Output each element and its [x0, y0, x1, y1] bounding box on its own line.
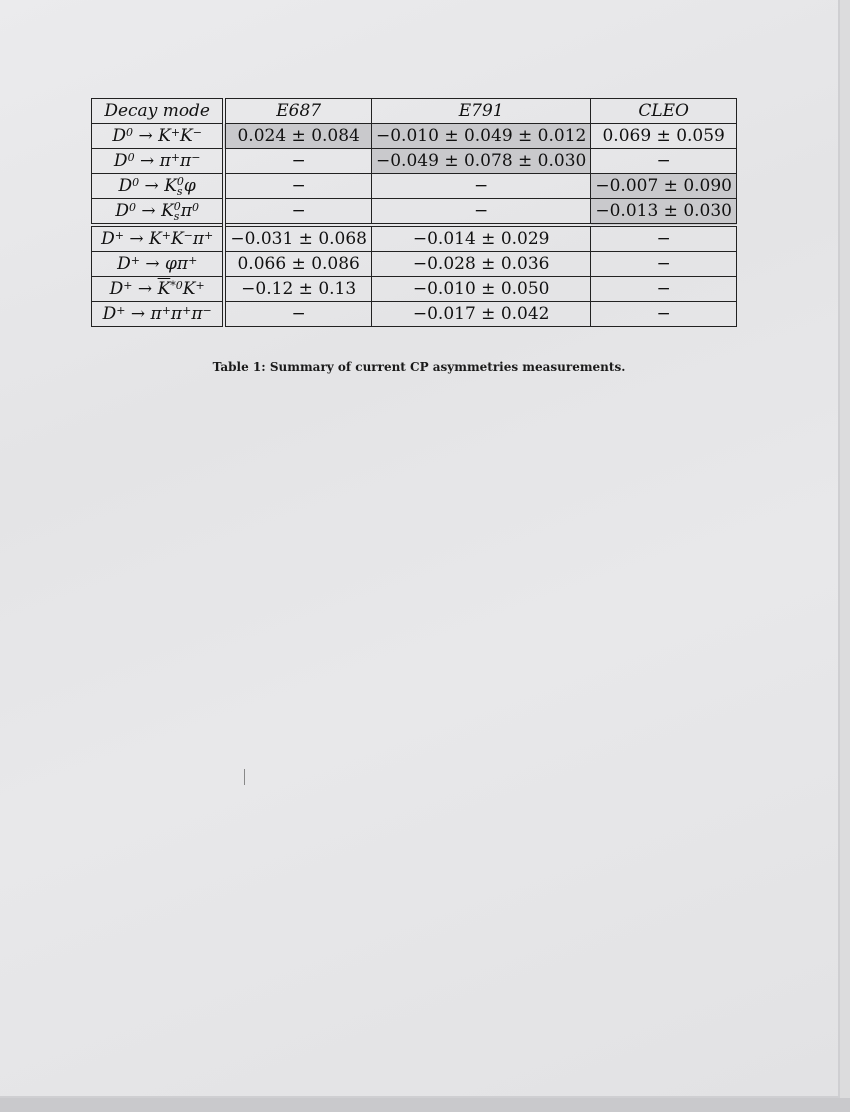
cleo-value-cell: −: [591, 225, 737, 252]
decay-mode-cell: $D^0 \to K^+K^-$: [92, 124, 225, 149]
table-row: [92, 124, 737, 149]
cleo-value-cell: −0.013 ± 0.030: [591, 199, 737, 226]
cleo-value-cell: −: [591, 277, 737, 302]
e791-value-cell: −0.049 ± 0.078 ± 0.030: [372, 149, 591, 174]
table-row: [92, 225, 737, 252]
table-row: [92, 199, 737, 226]
table-row: [92, 174, 737, 199]
e791-value-cell: −0.010 ± 0.050: [372, 277, 591, 302]
e791-value-cell: −0.014 ± 0.029: [372, 225, 591, 252]
e687-value-cell: −: [224, 174, 371, 199]
scanner-edge: [0, 1098, 850, 1112]
decay-mode-cell: $D^+ \to \overline{K}^{*0}K^+$: [92, 277, 225, 302]
header-e687: E687: [224, 99, 371, 124]
table-row: [92, 149, 737, 174]
table-row: [92, 302, 737, 327]
decay-mode-cell: $D^0 \to K$ 0 s $\pi^0$: [92, 199, 225, 226]
header-decay-mode: Decay mode: [92, 99, 225, 124]
e791-value-cell: −: [372, 199, 591, 226]
e687-value-cell: −0.12 ± 0.13: [224, 277, 371, 302]
cp-asymmetry-table: [91, 98, 737, 327]
cleo-value-cell: −: [591, 302, 737, 327]
e687-value-cell: 0.024 ± 0.084: [224, 124, 371, 149]
cleo-value-cell: −0.007 ± 0.090: [591, 174, 737, 199]
decay-mode-cell: $D^0 \to K$ 0 s φ: [92, 174, 225, 199]
e687-value-cell: 0.066 ± 0.086: [224, 252, 371, 277]
cleo-value-cell: 0.069 ± 0.059: [591, 124, 737, 149]
e687-value-cell: −: [224, 199, 371, 226]
decay-mode-cell: D+ → π+π+π−: [92, 302, 225, 327]
header-cleo: CLEO: [591, 99, 737, 124]
e791-value-cell: −0.010 ± 0.049 ± 0.012: [372, 124, 591, 149]
header-e791: E791: [372, 99, 591, 124]
cleo-value-cell: −: [591, 149, 737, 174]
decay-mode-cell: D+ → K+K−π+: [92, 225, 225, 252]
table-row: [92, 277, 737, 302]
e791-value-cell: −0.028 ± 0.036: [372, 252, 591, 277]
scan-mark: [244, 769, 245, 785]
e687-value-cell: −: [224, 149, 371, 174]
cleo-value-cell: −: [591, 252, 737, 277]
table-row: [92, 252, 737, 277]
e791-value-cell: −: [372, 174, 591, 199]
e791-value-cell: −0.017 ± 0.042: [372, 302, 591, 327]
e687-value-cell: −0.031 ± 0.068: [224, 225, 371, 252]
table-caption: Table 1: Summary of current CP asymmetries measurements.: [212, 360, 626, 374]
table-header-row: [92, 99, 737, 124]
decay-mode-cell: $D^0 \to \pi^+\pi^-$: [92, 149, 225, 174]
decay-mode-cell: D+ → φπ+: [92, 252, 225, 277]
e687-value-cell: −: [224, 302, 371, 327]
